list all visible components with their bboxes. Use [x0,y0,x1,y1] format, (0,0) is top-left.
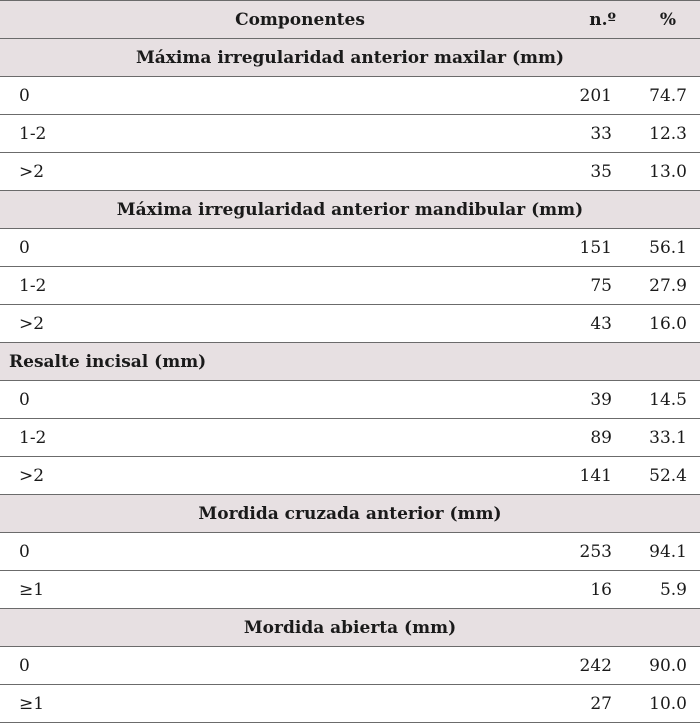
row-count: 16 [560,571,630,609]
row-label: >2 [0,153,560,191]
row-percent: 16.0 [630,305,700,343]
section-title: Resalte incisal (mm) [0,343,700,381]
row-count: 27 [560,685,630,723]
table-row [0,419,700,457]
section-header-row [0,609,700,647]
row-percent: 27.9 [630,267,700,305]
section-header-row [0,39,700,77]
row-count: 141 [560,457,630,495]
table-row [0,229,700,267]
row-label: 0 [0,647,560,685]
section-title: Máxima irregularidad anterior mandibular (mm) [0,191,700,229]
section-header-row [0,343,700,381]
table-row [0,305,700,343]
row-percent: 33.1 [630,419,700,457]
header-percent: % [630,1,700,39]
row-percent: 56.1 [630,229,700,267]
row-percent: 12.3 [630,115,700,153]
table-row [0,267,700,305]
row-count: 89 [560,419,630,457]
row-label: 0 [0,381,560,419]
row-count: 43 [560,305,630,343]
row-percent: 90.0 [630,647,700,685]
row-count: 39 [560,381,630,419]
row-label: ≥1 [0,571,560,609]
row-count: 35 [560,153,630,191]
row-count: 253 [560,533,630,571]
row-label: ≥1 [0,685,560,723]
table-header-row [0,1,700,39]
header-count: n.º [560,1,630,39]
row-label: 0 [0,229,560,267]
row-label: 1-2 [0,267,560,305]
row-count: 201 [560,77,630,115]
header-components: Componentes [0,1,560,39]
section-header-row [0,191,700,229]
row-percent: 13.0 [630,153,700,191]
section-header-row [0,495,700,533]
row-percent: 14.5 [630,381,700,419]
row-label: >2 [0,457,560,495]
table-body [0,39,700,723]
row-label: 0 [0,77,560,115]
row-label: 0 [0,533,560,571]
row-percent: 94.1 [630,533,700,571]
table-row [0,685,700,723]
table-row [0,571,700,609]
table-row [0,457,700,495]
row-label: 1-2 [0,115,560,153]
table-row [0,115,700,153]
table-row [0,647,700,685]
row-count: 33 [560,115,630,153]
table-row [0,77,700,115]
row-count: 151 [560,229,630,267]
row-count: 242 [560,647,630,685]
row-count: 75 [560,267,630,305]
row-percent: 10.0 [630,685,700,723]
row-label: >2 [0,305,560,343]
section-title: Mordida cruzada anterior (mm) [0,495,700,533]
section-title: Mordida abierta (mm) [0,609,700,647]
table-row [0,533,700,571]
section-title: Máxima irregularidad anterior maxilar (mm) [0,39,700,77]
table-row [0,381,700,419]
row-percent: 74.7 [630,77,700,115]
table-row [0,153,700,191]
row-percent: 52.4 [630,457,700,495]
row-label: 1-2 [0,419,560,457]
row-percent: 5.9 [630,571,700,609]
